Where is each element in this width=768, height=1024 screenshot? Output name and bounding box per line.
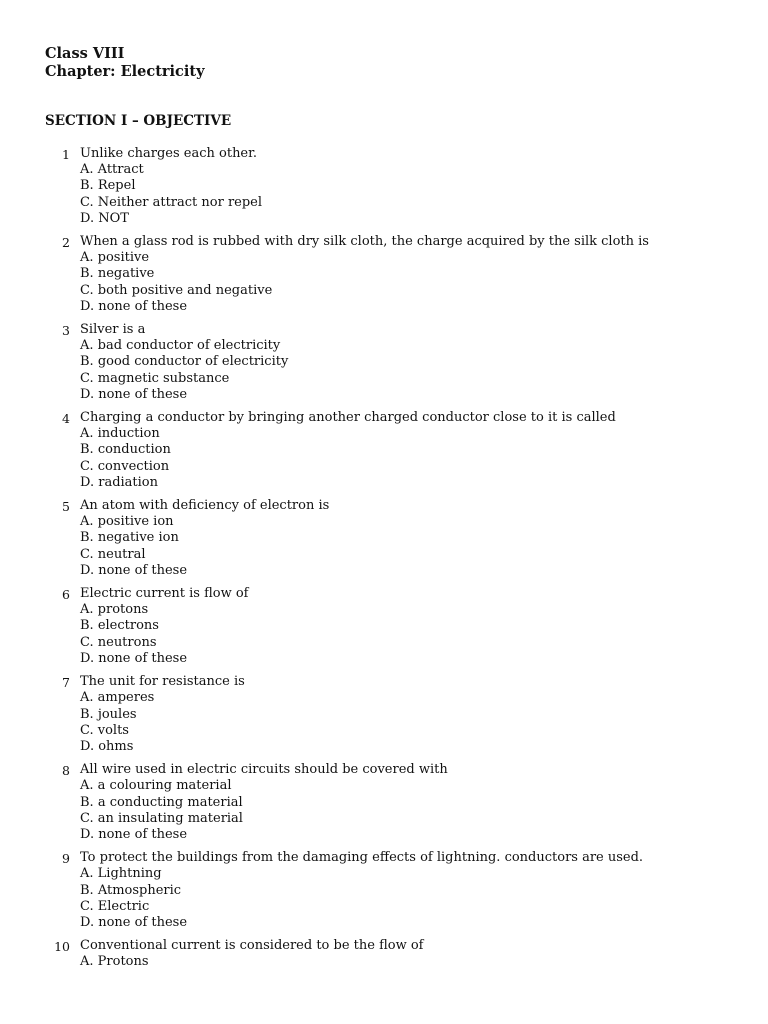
answer-option: C. Electric (80, 898, 150, 914)
answer-option: A. a colouring material (80, 778, 232, 794)
answer-option: B. electrons (80, 618, 159, 634)
question-number: 6 (62, 587, 70, 603)
question-number: 7 (62, 675, 70, 691)
answer-option: C. neutral (80, 546, 146, 562)
answer-option: B. Atmospheric (80, 882, 182, 898)
question-item (0, 322, 768, 403)
question-number: 1 (62, 147, 70, 162)
question-item (0, 410, 768, 491)
question-number: 5 (62, 499, 70, 515)
answer-option: D. radiation (80, 474, 158, 490)
answer-option: C. volts (80, 722, 129, 738)
answer-option: A. positive (80, 250, 150, 266)
answer-option: C. neutrons (80, 634, 157, 650)
question-body (80, 498, 768, 579)
answer-option: B. Repel (80, 178, 136, 194)
answer-option: A. Protons (80, 954, 149, 970)
answer-option: A. Lightning (80, 866, 162, 882)
question-text: The unit for resistance is (80, 674, 245, 690)
answer-option: D. none of these (80, 914, 188, 930)
question-text: Charging a conductor by bringing another charged conductor close to it is called (80, 410, 616, 426)
question-body (80, 234, 768, 315)
answer-option: C. convection (80, 458, 170, 474)
answer-option: D. none of these (80, 826, 188, 842)
question-item (0, 850, 768, 931)
answer-option: D. NOT (80, 210, 129, 226)
question-body (80, 146, 768, 227)
question-number: 2 (62, 235, 70, 251)
question-text: When a glass rod is rubbed with dry silk cloth, the charge acquired by the silk cloth is (80, 234, 649, 250)
document-header (45, 45, 205, 81)
question-body (80, 674, 768, 755)
answer-option: C. both positive and negative (80, 282, 273, 298)
question-number: 9 (62, 851, 70, 867)
question-body (80, 938, 768, 970)
question-body (80, 322, 768, 403)
answer-option: A. Attract (80, 162, 144, 178)
question-text: All wire used in electric circuits should be covered with (80, 762, 448, 778)
chapter-label: Chapter: Electricity (45, 63, 205, 80)
answer-option: A. bad conductor of electricity (80, 338, 281, 354)
answer-option: B. conduction (80, 442, 171, 458)
question-number: 4 (62, 411, 70, 427)
question-item (0, 762, 768, 843)
question-body (80, 410, 768, 491)
question-body (80, 762, 768, 843)
answer-option: A. induction (80, 426, 160, 442)
answer-option: B. good conductor of electricity (80, 354, 289, 370)
section-title: SECTION I – OBJECTIVE (45, 113, 232, 129)
answer-option: A. amperes (80, 690, 155, 706)
question-text: To protect the buildings from the damaging effects of lightning. conductors are used. (80, 850, 644, 866)
answer-option: C. an insulating material (80, 810, 243, 826)
question-text: Conventional current is considered to be the flow of (80, 938, 424, 954)
question-number: 10 (54, 939, 70, 955)
answer-option: D. none of these (80, 298, 188, 314)
answer-option: B. negative ion (80, 530, 179, 546)
answer-option: D. none of these (80, 562, 188, 578)
question-item (0, 146, 768, 227)
answer-option: B. a conducting material (80, 794, 243, 810)
class-label: Class VIII (45, 45, 125, 62)
question-text: Electric current is flow of (80, 586, 249, 602)
answer-option: D. none of these (80, 386, 188, 402)
question-list (0, 146, 768, 978)
question-item (0, 234, 768, 315)
question-number: 3 (62, 323, 70, 339)
question-text: Unlike charges each other. (80, 146, 258, 161)
answer-option: B. joules (80, 706, 137, 722)
answer-option: A. positive ion (80, 514, 174, 530)
question-text: An atom with deficiency of electron is (80, 498, 330, 514)
answer-option: A. protons (80, 602, 149, 618)
question-text: Silver is a (80, 322, 146, 338)
question-body (80, 850, 768, 931)
question-number: 8 (62, 763, 70, 779)
answer-option: D. none of these (80, 650, 188, 666)
answer-option: C. magnetic substance (80, 370, 230, 386)
answer-option: C. Neither attract nor repel (80, 194, 263, 210)
answer-option: B. negative (80, 266, 155, 282)
question-item (0, 586, 768, 667)
question-item (0, 498, 768, 579)
question-item (0, 938, 768, 970)
question-body (80, 586, 768, 667)
question-item (0, 674, 768, 755)
answer-option: D. ohms (80, 738, 134, 754)
